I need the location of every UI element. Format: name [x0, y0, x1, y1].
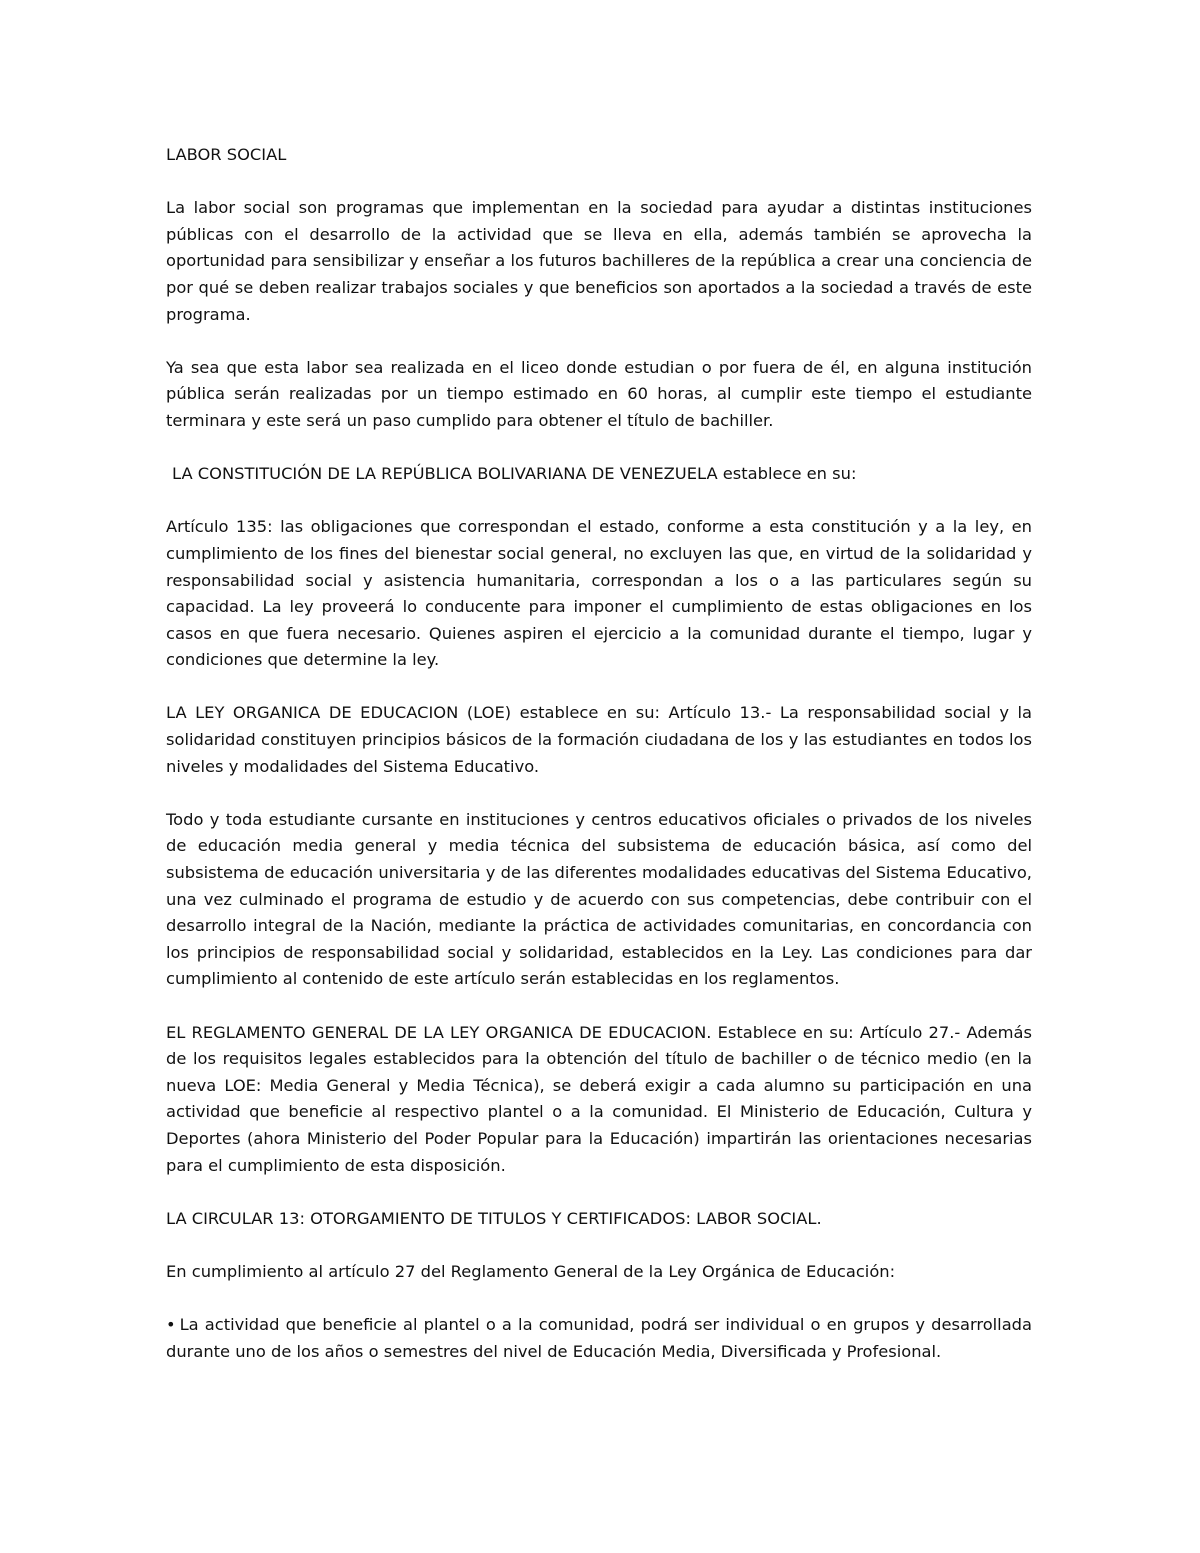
- paragraph-article-135: Artículo 135: las obligaciones que correspondan el estado, conforme a esta constitución y a la ley, en cumplimiento de los fines del bienestar social general, no excluyen las que, en virtud de la solidaridad y responsabilidad social y asistencia humanitaria, correspondan a los o a las particulares según su capacidad. La ley proveerá lo conducente para imponer el cumplimiento de estas obligaciones en los casos en que fuera necesario. Quienes aspiren el ejercicio a la comunidad durante el tiempo, lugar y condiciones que determine la ley.: [166, 517, 1032, 670]
- bullet-icon: •: [166, 1315, 176, 1335]
- document-title: LABOR SOCIAL: [166, 145, 287, 164]
- paragraph-labor-social-definition: La labor social son programas que implementan en la sociedad para ayudar a distintas instituciones públicas con el desarrollo de la actividad que se lleva en ella, además también se aprovecha la oportunidad para sensibilizar y enseñar a los futuros bachilleres de la república a crear una conciencia de por qué se deben realizar trabajos sociales y que beneficios son aportados a la sociedad a través de este programa.: [166, 198, 1032, 324]
- bullet-list-item: [166, 1312, 1032, 1365]
- paragraph-reglamento-article-27: EL REGLAMENTO GENERAL DE LA LEY ORGANICA DE EDUCACION. Establece en su: Artículo 27.- Además de los requisitos legales establecidos para la obtención del título de bachiller o de técnico medio (en la nueva LOE: Media General y Media Técnica), se deberá exigir a cada alumno su participación en una actividad que beneficie al respectivo plantel o a la comunidad. El Ministerio de Educación, Cultura y Deportes (ahora Ministerio del Poder Popular para la Educación) impartirán las orientaciones necesarias para el cumplimiento de esta disposición.: [166, 1022, 1032, 1175]
- paragraph-students-obligation: Todo y toda estudiante cursante en instituciones y centros educativos oficiales o privados de los niveles de educación media general y media técnica del subsistema de educación básica, así como del subsistema de educación universitaria y de las diferentes modalidades educativas del Sistema Educativo, una vez culminado el programa de estudio y de acuerdo con sus competencias, debe contribuir con el desarrollo integral de la Nación, mediante la práctica de actividades comunitarias, en concordancia con los principios de responsabilidad social y solidaridad, establecidos en la Ley. Las condiciones para dar cumplimiento al contenido de este artículo serán establecidas en los reglamentos.: [166, 809, 1032, 989]
- paragraph-compliance-intro: En cumplimiento al artículo 27 del Reglamento General de la Ley Orgánica de Educación:: [166, 1261, 896, 1281]
- paragraph-labor-social-hours: Ya sea que esta labor sea realizada en el liceo donde estudian o por fuera de él, en alguna institución pública serán realizadas por un tiempo estimado en 60 horas, al cumplir este tiempo el estudiante terminara y este será un paso cumplido para obtener el título de bachiller.: [166, 357, 1032, 430]
- paragraph-constitution-heading: LA CONSTITUCIÓN DE LA REPÚBLICA BOLIVARIANA DE VENEZUELA establece en su:: [172, 464, 857, 484]
- bullet-item-text: La actividad que beneficie al plantel o a la comunidad, podrá ser individual o en grupos y desarrollada durante uno de los años o semestres del nivel de Educación Media, Diversificada y Profesional.: [166, 1315, 1032, 1361]
- paragraph-circular-13: LA CIRCULAR 13: OTORGAMIENTO DE TITULOS Y CERTIFICADOS: LABOR SOCIAL.: [166, 1208, 822, 1228]
- paragraph-loe-article-13: LA LEY ORGANICA DE EDUCACION (LOE) establece en su: Artículo 13.- La responsabilidad social y la solidaridad constituyen principios básicos de la formación ciudadana de los y las estudiantes en todos los niveles y modalidades del Sistema Educativo.: [166, 703, 1032, 776]
- document-page: [166, 142, 1032, 1365]
